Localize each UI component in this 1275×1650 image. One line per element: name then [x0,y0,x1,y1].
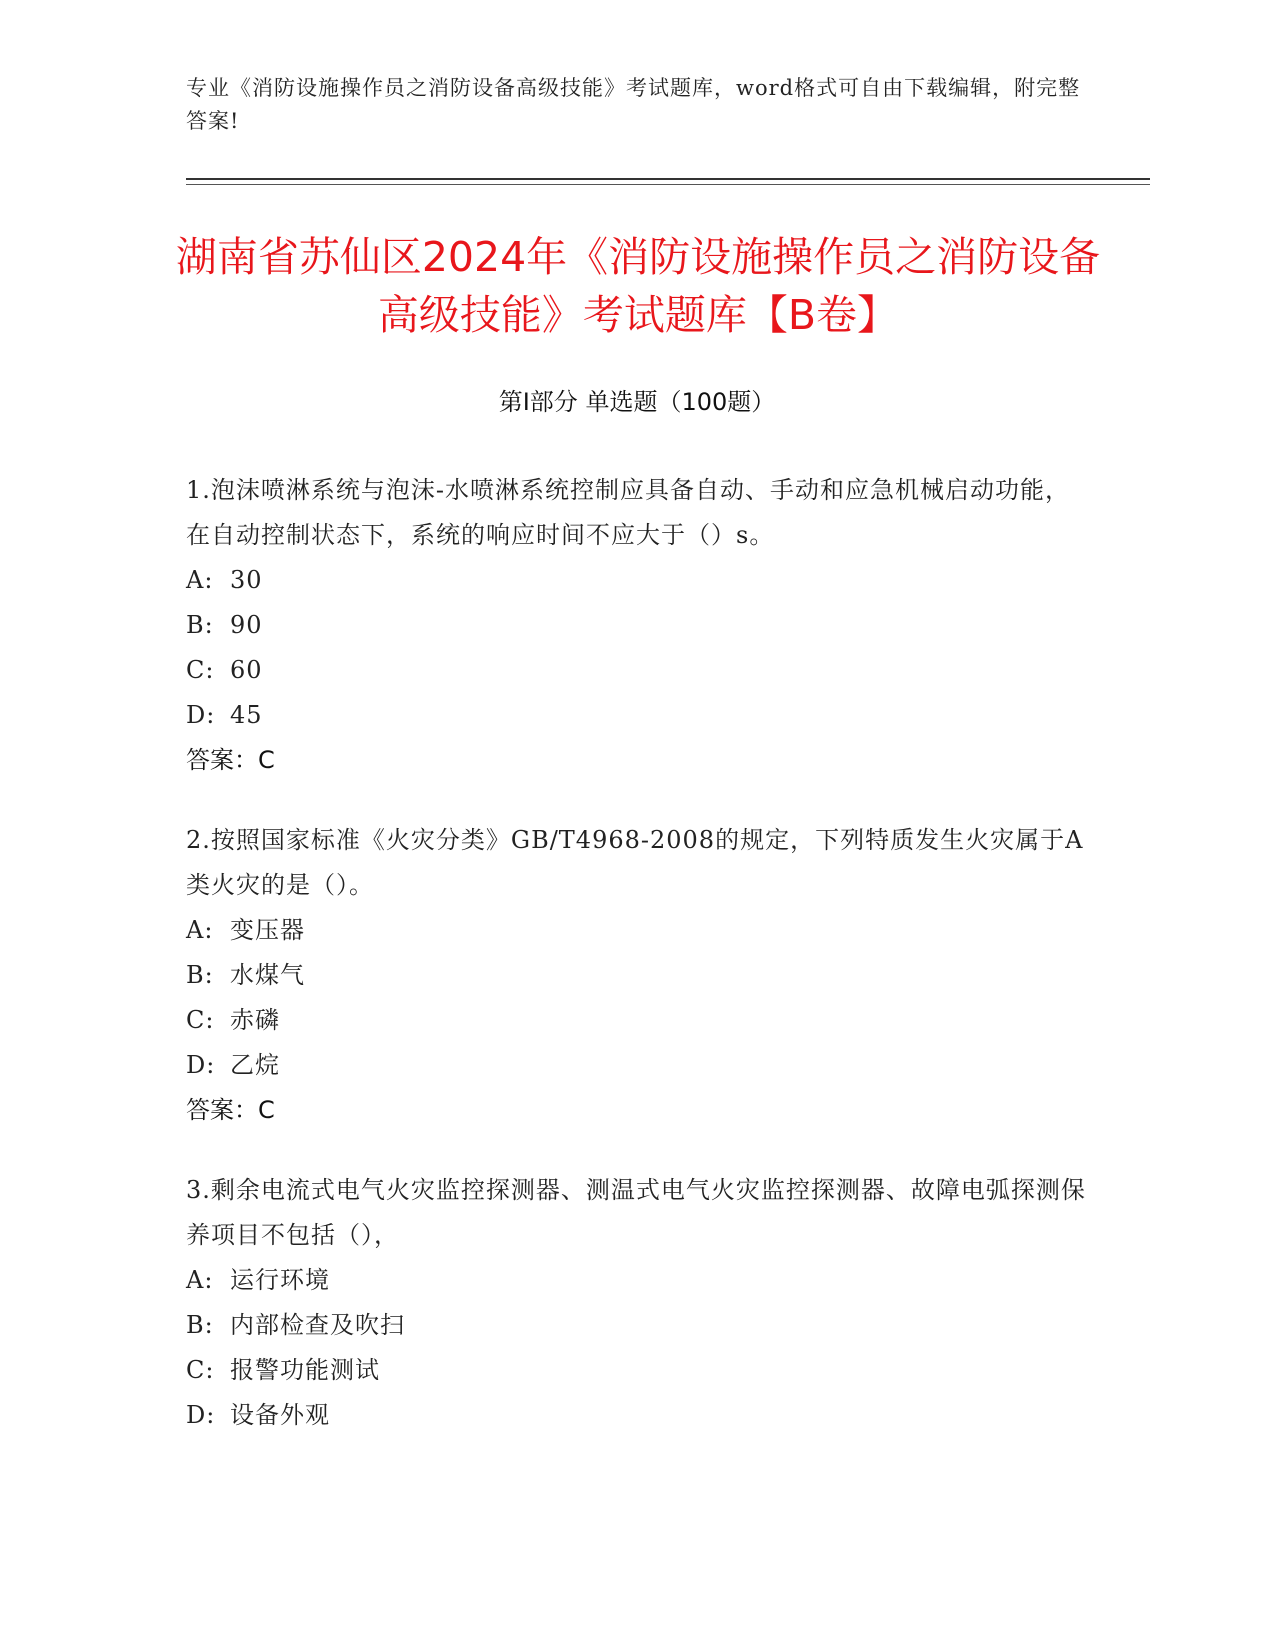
option-text: 45 [230,701,263,729]
option-text: 水煤气 [230,961,305,989]
option-d [186,1043,1086,1088]
answer: 答案：C [186,1096,275,1124]
section-title: 第I部分 单选题（100题） [498,388,776,416]
option-letter: C: [186,656,215,684]
option-d [186,1393,1086,1438]
option-letter: A: [186,1266,214,1294]
question-text: 3.剩余电流式电气火灾监控探测器、测温式电气火灾监控探测器、故障电弧探测保养项目不包括（）， [186,1176,1086,1249]
question-text: 1.泡沫喷淋系统与泡沫-水喷淋系统控制应具备自动、手动和应急机械启动功能，在自动控制状态下，系统的响应时间不应大于（）s。 [186,476,1071,549]
header-rule-thin [186,184,1150,185]
option-b [186,603,1086,648]
option-text: 60 [230,656,263,684]
option-c [186,1348,1086,1393]
option-c [186,648,1086,693]
option-text: 变压器 [230,916,305,944]
option-d [186,693,1086,738]
option-text: 内部检查及吹扫 [230,1311,405,1339]
option-text: 赤磷 [230,1006,280,1034]
option-letter: C: [186,1356,215,1384]
option-c [186,998,1086,1043]
question-text: 2.按照国家标准《火灾分类》GB/T4968-2008的规定，下列特质发生火灾属于A类火灾的是（）。 [186,826,1084,899]
option-a [186,1258,1086,1303]
option-letter: D: [186,1051,216,1079]
question-2 [186,818,1086,1133]
option-letter: D: [186,1401,216,1429]
option-text: 报警功能测试 [230,1356,380,1384]
option-b [186,1303,1086,1348]
question-3 [186,1168,1086,1438]
document-title: 湖南省苏仙区2024年《消防设施操作员之消防设备高级技能》考试题库【B卷】 [175,233,1101,339]
option-letter: B: [186,611,214,639]
option-letter: A: [186,916,214,944]
option-letter: B: [186,961,214,989]
answer: 答案：C [186,746,275,774]
option-text: 90 [230,611,263,639]
option-text: 运行环境 [230,1266,330,1294]
option-text: 乙烷 [230,1051,280,1079]
header-note: 专业《消防设施操作员之消防设备高级技能》考试题库，word格式可自由下载编辑，附完整答案! [186,76,1081,133]
option-a [186,558,1086,603]
option-letter: D: [186,701,216,729]
header-rule-thick [186,178,1150,180]
option-text: 设备外观 [230,1401,330,1429]
option-text: 30 [230,566,263,594]
option-a [186,908,1086,953]
option-letter: B: [186,1311,214,1339]
option-letter: C: [186,1006,215,1034]
option-letter: A: [186,566,214,594]
option-b [186,953,1086,998]
question-1 [186,468,1086,783]
